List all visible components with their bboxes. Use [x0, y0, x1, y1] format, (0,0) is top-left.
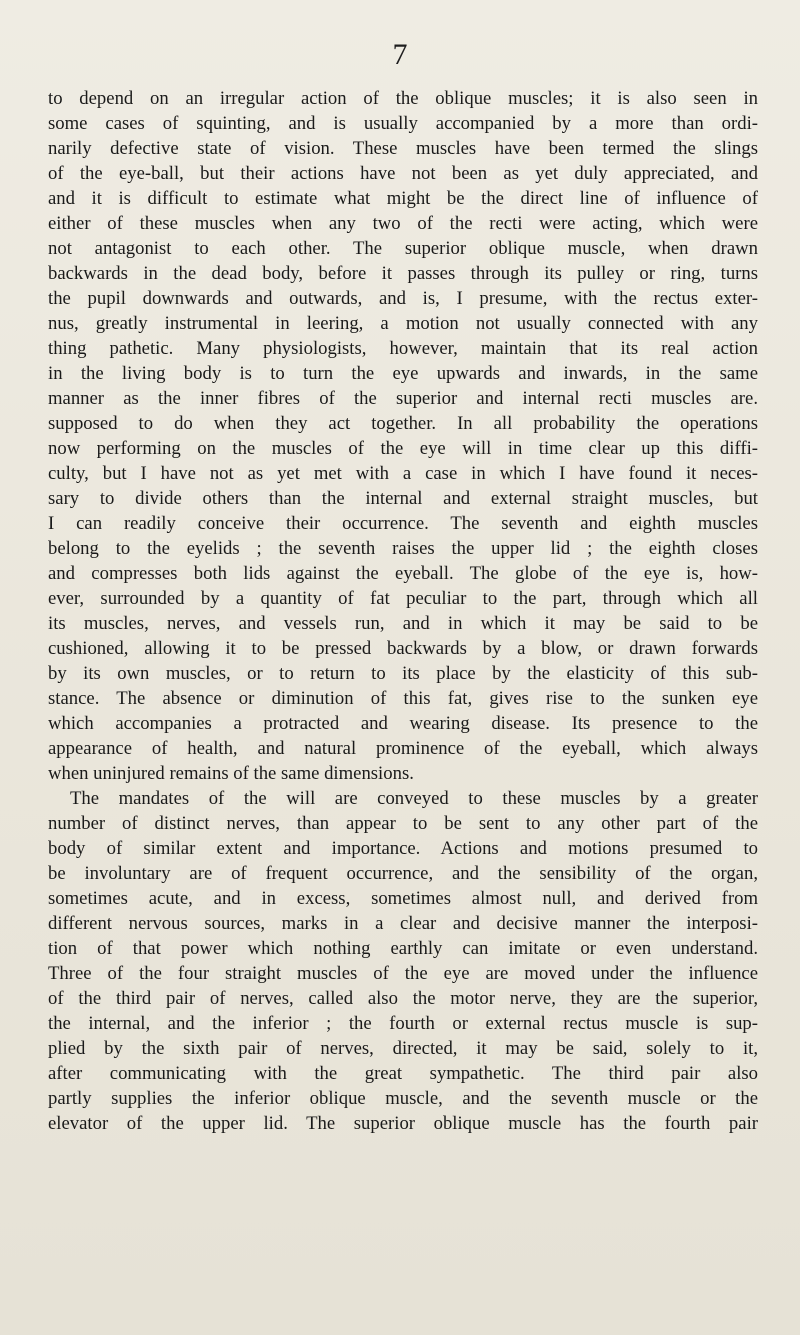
text-line: some cases of squinting, and is usually accompanied by a more than ordi-	[48, 113, 758, 134]
text-line: manner as the inner fibres of the superior and internal recti muscles are.	[48, 388, 758, 409]
text-line: sometimes acute, and in excess, sometimes almost null, and derived from	[48, 888, 758, 909]
text-line: stance. The absence or diminution of this fat, gives rise to the sunken eye	[48, 688, 758, 709]
text-line: ever, surrounded by a quantity of fat peculiar to the part, through which all	[48, 588, 758, 609]
text-line: in the living body is to turn the eye upwards and inwards, in the same	[48, 363, 758, 384]
text-line: be involuntary are of frequent occurrence, and the sensibility of the organ,	[48, 863, 758, 884]
text-line: sary to divide others than the internal and external straight muscles, but	[48, 488, 758, 509]
text-line: backwards in the dead body, before it passes through its pulley or ring, turns	[48, 263, 758, 284]
text-line: and compresses both lids against the eyeball. The globe of the eye is, how-	[48, 563, 758, 584]
text-line: elevator of the upper lid. The superior oblique muscle has the fourth pair	[48, 1113, 758, 1134]
text-line: culty, but I have not as yet met with a case in which I have found it neces-	[48, 463, 758, 484]
text-line: the internal, and the inferior ; the fourth or external rectus muscle is sup-	[48, 1013, 758, 1034]
text-line: number of distinct nerves, than appear to be sent to any other part of the	[48, 813, 758, 834]
text-line: Three of the four straight muscles of the eye are moved under the influence	[48, 963, 758, 984]
text-line: when uninjured remains of the same dimensions.	[48, 763, 414, 784]
text-line: of the third pair of nerves, called also the motor nerve, they are the superior,	[48, 988, 758, 1009]
text-line: different nervous sources, marks in a clear and decisive manner the interposi-	[48, 913, 758, 934]
text-line: and it is difficult to estimate what might be the direct line of influence of	[48, 188, 758, 209]
text-line: not antagonist to each other. The superior oblique muscle, when drawn	[48, 238, 758, 259]
text-line: which accompanies a protracted and wearing disease. Its presence to the	[48, 713, 758, 734]
text-line: tion of that power which nothing earthly can imitate or even understand.	[48, 938, 758, 959]
text-line: either of these muscles when any two of the recti were acting, which were	[48, 213, 758, 234]
text-line: cushioned, allowing it to be pressed backwards by a blow, or drawn forwards	[48, 638, 758, 659]
page-number: 7	[392, 38, 408, 71]
text-line: by its own muscles, or to return to its place by the elasticity of this sub-	[48, 663, 758, 684]
text-line: appearance of health, and natural prominence of the eyeball, which always	[48, 738, 758, 759]
text-line: supposed to do when they act together. In all probability the operations	[48, 413, 758, 434]
text-line: now performing on the muscles of the eye will in time clear up this diffi-	[48, 438, 758, 459]
text-line: narily defective state of vision. These muscles have been termed the slings	[48, 138, 758, 159]
text-line: the pupil downwards and outwards, and is, I presume, with the rectus exter-	[48, 288, 758, 309]
text-line: The mandates of the will are conveyed to these muscles by a greater	[70, 788, 758, 809]
text-line: its muscles, nerves, and vessels run, and in which it may be said to be	[48, 613, 758, 634]
text-line: partly supplies the inferior oblique muscle, and the seventh muscle or the	[48, 1088, 758, 1109]
text-line: plied by the sixth pair of nerves, directed, it may be said, solely to it,	[48, 1038, 758, 1059]
text-line: to depend on an irregular action of the oblique muscles; it is also seen in	[48, 88, 758, 109]
text-line: body of similar extent and importance. Actions and motions presumed to	[48, 838, 758, 859]
text-line: thing pathetic. Many physiologists, however, maintain that its real action	[48, 338, 758, 359]
text-line: after communicating with the great sympathetic. The third pair also	[48, 1063, 758, 1084]
text-line: nus, greatly instrumental in leering, a motion not usually connected with any	[48, 313, 758, 334]
text-line: of the eye-ball, but their actions have not been as yet duly appreciated, and	[48, 163, 758, 184]
text-line: I can readily conceive their occurrence. The seventh and eighth muscles	[48, 513, 758, 534]
body-text	[48, 86, 758, 1136]
text-line: belong to the eyelids ; the seventh raises the upper lid ; the eighth closes	[48, 538, 758, 559]
